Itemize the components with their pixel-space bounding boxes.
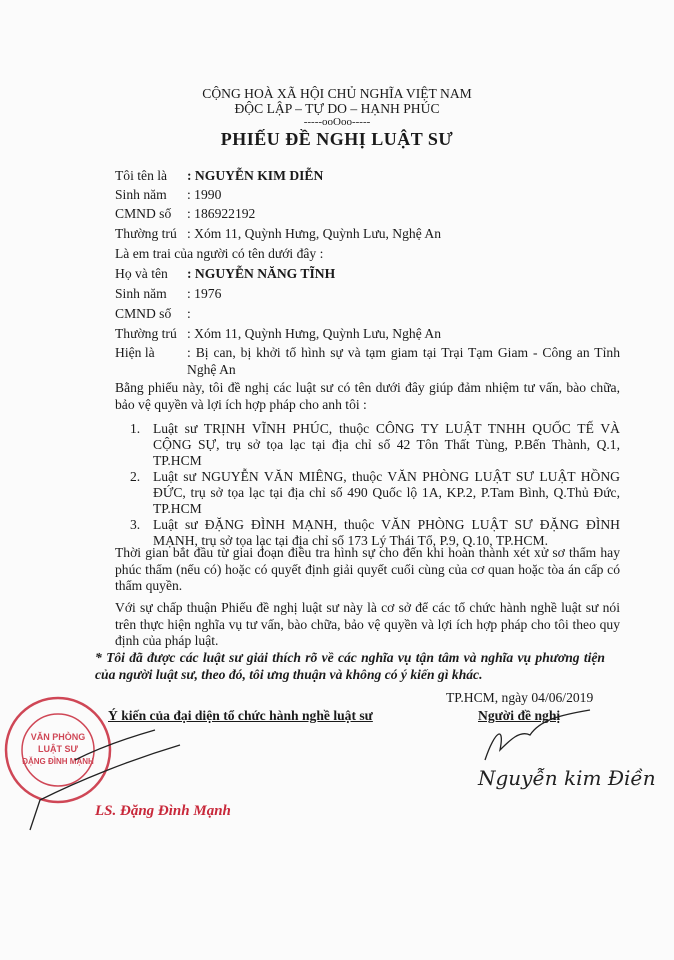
label: Thường trú [115,226,177,241]
defendant-status: : Bị can, bị khởi tố hình sự và tạm giam tại Trại Tạm Giam - Công an Tỉnh Nghệ An [187,345,620,377]
defendant-id-row [115,304,191,324]
list-number: 2. [130,469,141,484]
requester-birth: : 1990 [187,187,222,202]
requester-id: : 186922192 [187,206,256,221]
date-line: TP.HCM, ngày 04/06/2019 [446,690,594,705]
defendant-birth: : 1976 [187,286,222,301]
relation-line: Là em trai của người có tên dưới đây : [115,246,324,261]
defendant-birth-row [115,284,221,304]
lawyer-signature-name: LS. Đặng Đình Mạnh [95,803,231,819]
requester-birth-row [115,185,221,205]
requester-signature-icon [485,710,590,760]
requester-name-row [115,166,323,186]
requester-signature: Nguyễn kim Điền [478,766,656,790]
requester-address-row [115,224,441,244]
national-motto: ĐỘC LẬP – TỰ DO – HẠNH PHÚC [234,101,440,116]
defendant-status-row [115,344,620,378]
signatures [0,690,674,860]
approval-paragraph: Với sự chấp thuận Phiếu đề nghị luật sư này là cơ sở để các tổ chức hành nghề luật sư nói trên thực hiện nghĩa vụ tư vấn, bào chữa, bảo vệ quyền và lợi ích hợp pháp cho tôi theo quy định của pháp luật. [115,600,620,648]
requester-address: : Xóm 11, Quỳnh Hưng, Quỳnh Lưu, Nghệ An [187,226,441,241]
svg-text:LUẬT SƯ: LUẬT SƯ [38,744,78,754]
label: Họ và tên [115,266,168,281]
requester-id-row [115,204,255,224]
defendant-name-row [115,264,335,284]
label: CMND số [115,306,172,321]
label: Thường trú [115,326,177,341]
label: CMND số [115,206,172,221]
list-number: 3. [130,517,141,532]
document-title: PHIẾU ĐỀ NGHỊ LUẬT SƯ [220,129,454,149]
defendant-address: : Xóm 11, Quỳnh Hưng, Quỳnh Lưu, Nghệ An [187,326,441,341]
requester-name: : NGUYỄN KIM DIỄN [187,168,324,183]
defendant-id: : [187,306,191,321]
lawyer-item [130,469,620,517]
org-opinion-label: Ý kiến của đại diện tổ chức hành nghề luật sư [108,708,373,723]
list-number: 1. [130,421,141,436]
lawyer-text: Luật sư TRỊNH VĨNH PHÚC, thuộc CÔNG TY LUẬT TNHH QUỐC TẾ VÀ CỘNG SỰ, trụ sở tọa lạc tại địa chỉ số 42 Tôn Thất Tùng, P.Bến Thành, Q.1, TP.HCM [153,421,620,468]
acknowledgement: * Tôi đã được các luật sư giải thích rõ về các nghĩa vụ tận tâm và nghĩa vụ phương tiện của người luật sư, theo đó, tôi ưng thuận và không có ý kiến gì khác. [95,650,605,682]
ornament: -----ooOoo----- [303,116,371,128]
defendant-address-row [115,324,441,344]
label: Hiện là [115,345,155,360]
requester-label: Người đề nghị [478,708,561,723]
label: Sinh năm [115,187,167,202]
intro-paragraph: Bằng phiếu này, tôi đề nghị các luật sư có tên dưới đây giúp đảm nhiệm tư vấn, bào chữa, bảo vệ quyền và lợi ích hợp pháp cho anh tôi : [115,380,620,412]
national-title: CỘNG HOÀ XÃ HỘI CHỦ NGHĨA VIỆT NAM [202,86,472,101]
lawyer-list [130,421,620,549]
svg-text:ĐẶNG ĐÌNH MẠNH: ĐẶNG ĐÌNH MẠNH [22,757,94,766]
svg-text:VĂN PHÒNG: VĂN PHÒNG [30,732,86,742]
label: Tôi tên là [115,168,168,183]
defendant-name: : NGUYỄN NĂNG TĨNH [187,266,336,281]
lawyer-item [130,421,620,469]
lawyer-text: Luật sư NGUYỄN VĂN MIÊNG, thuộc VĂN PHÒNG LUẬT SƯ LUẬT HỒNG ĐỨC, trụ sở tọa lạc tại địa chỉ số 490 Quốc lộ 1A, KP.2, P.Tam Bình, Q.Thủ Đức, TP.HCM [153,469,620,516]
lawyer-text: Luật sư ĐẶNG ĐÌNH MẠNH, thuộc VĂN PHÒNG LUẬT SƯ ĐẶNG ĐÌNH MẠNH, trụ sở tọa lạc tại địa chỉ số 173 Lý Thái Tổ, P.9, Q.10, TP.HCM. [153,517,620,548]
duration-paragraph: Thời gian bắt đầu từ giai đoạn điều tra hình sự cho đến khi hoàn thành xét xử sơ thẩm hay phúc thẩm (nếu có) hoặc có quyết định giải quyết cuối cùng của cơ quan hoặc tòa án cấp có thẩm quyền. [115,545,620,593]
label: Sinh năm [115,286,167,301]
stamp-icon [6,698,110,802]
